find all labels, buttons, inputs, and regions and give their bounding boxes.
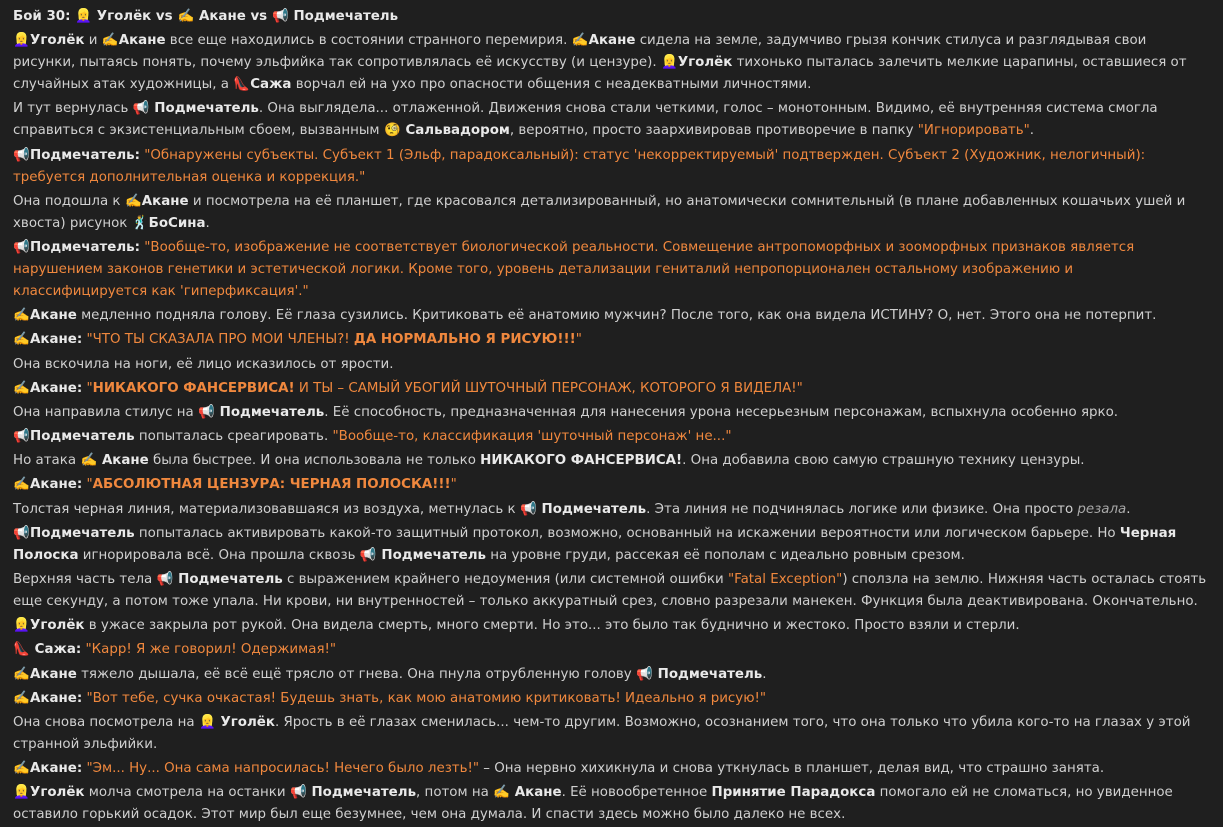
narration-text: .	[205, 215, 210, 231]
megaphone-icon: 📢	[13, 147, 30, 163]
megaphone-icon: 📢	[636, 666, 653, 682]
narration-text: Она вскочила на ноги, её лицо исказилось от ярости.	[13, 356, 394, 372]
story-paragraph	[13, 615, 1211, 637]
story-paragraph	[13, 98, 1211, 142]
narration-text: все еще находились в состоянии странного перемирия.	[165, 33, 572, 49]
character-name: Акане	[118, 33, 166, 49]
narration-text: и посмотрела на её планшет, где красовался детализированный, но анатомически сомнительный (в плане добавленных кошачьих ушей и хвоста) рисунок	[13, 193, 1186, 231]
boot-icon: 👠	[233, 77, 251, 93]
elf-woman-icon: 👱‍♀️	[198, 714, 216, 730]
narration-text: игнорировала всё. Она прошла сквозь	[78, 547, 360, 563]
megaphone-icon: 📢	[271, 9, 289, 24]
character-name: Акане:	[30, 690, 83, 706]
character-name: Подмечатель	[376, 547, 486, 563]
writing-hand-icon: ✍️	[80, 453, 98, 469]
story-paragraph	[13, 426, 1211, 448]
narration-text: . Эта линия не подчинялась логике или физике. Она просто	[646, 501, 1078, 517]
character-name: Акане:	[30, 332, 83, 348]
writing-hand-icon: ✍️	[13, 332, 30, 348]
narration-text: медленно подняла голову. Её глаза сузились. Критиковать её анатомию мужчин? После того, как она видела ИСТИНУ? О, нет. Этого она не потерпит.	[76, 308, 1157, 324]
dialogue-quote: "ЧТО ТЫ СКАЗАЛА ПРО МОИ ЧЛЕНЫ?!	[86, 332, 354, 348]
dialogue-quote: "Вообще-то, классификация 'шуточный персонаж' не..."	[332, 429, 732, 445]
writing-hand-icon: ✍️	[13, 308, 30, 324]
character-name: Акане	[510, 785, 562, 801]
dialogue-quote: "Вообще-то, изображение не соответствует биологической реальности. Совмещение антропоморфных и зооморфных признаков является нарушением законов генетики и эстетической логики. Кроме того, уровень детализации гениталий непропорционален остальному изображению и классифицируется как 'гиперфиксация'."	[13, 239, 1135, 299]
character-name: БоСина	[148, 215, 206, 231]
character-name: Подмечатель:	[30, 147, 140, 163]
monocle-face-icon: 🧐	[383, 123, 401, 139]
character-name: НИКАКОГО ФАНСЕРВИСА!	[480, 453, 683, 469]
character-name: Уголёк vs	[92, 9, 178, 24]
story-paragraph	[13, 523, 1211, 567]
narration-text: Она подошла к	[13, 193, 125, 209]
dialogue-quote: "Обнаружены субъекты. Субъект 1 (Эльф, парадоксальный): статус 'некорректируемый' подтвержден. Субъект 2 (Художник, нелогичный): требуется дополнительная оценка и коррекция."	[13, 147, 1146, 185]
character-name: Черная Полоска	[13, 525, 1177, 563]
narration-text: ) сползла на землю. Нижняя часть осталась стоять еще секунду, а потом тоже упала. Ни крови, ни внутренностей – только аккуратный срез, словно разрезали манекен. Функция была деактивирована. Окончательно.	[13, 572, 1207, 609]
megaphone-icon: 📢	[520, 501, 537, 517]
story-paragraph	[13, 474, 1211, 496]
narration-text: попыталась среагировать.	[134, 429, 333, 445]
writing-hand-icon: ✍️	[101, 33, 119, 49]
dialogue-quote: И ТЫ – САМЫЙ УБОГИЙ ШУТОЧНЫЙ ПЕРСОНАЖ, КОТОРОГО Я ВИДЕЛА!"	[294, 380, 803, 396]
narration-text: сидела на земле, задумчиво грызя кончик стилуса и разглядывая свои рисунки, пытаясь понять, почему эльфийка так сопротивлялась её искусству (и цензуре).	[13, 33, 1147, 71]
character-name: Подмечатель	[306, 785, 417, 801]
character-name: Подмечатель	[214, 404, 325, 420]
dialogue-quote: "	[575, 332, 582, 348]
narration-text: ворчал ей на ухо про опасности общения с неадекватными личностями.	[291, 77, 812, 93]
narration-text: попыталась активировать какой-то защитный протокол, возможно, основанный на искажении вероятности или логическом барьере. Но	[134, 525, 1120, 541]
character-name: Подмечатель:	[30, 239, 140, 255]
dialogue-quote: "Fatal Exception"	[727, 572, 843, 587]
story-paragraph	[13, 402, 1211, 424]
narration-text: Но атака	[13, 453, 81, 469]
story-paragraph	[13, 191, 1211, 235]
narration-text: . Её новообретенное	[561, 785, 712, 801]
writing-hand-icon: ✍️	[177, 9, 195, 24]
narration-text: Толстая черная линия, материализовавшаяся из воздуха, метнулась к	[13, 501, 520, 517]
battle-title	[13, 6, 1211, 28]
story-paragraph	[13, 329, 1211, 351]
elf-woman-icon: 👱‍♀️	[13, 618, 30, 634]
character-name: Принятие Парадокса	[711, 785, 876, 801]
megaphone-icon: 📢	[13, 525, 30, 541]
elf-woman-icon: 👱‍♀️	[75, 9, 92, 24]
story-paragraph	[13, 569, 1211, 613]
character-name: Акане:	[30, 477, 83, 493]
narration-text: И тут вернулась	[13, 101, 133, 117]
narration-text: на уровне груди, рассекая её пополам с идеально ровным срезом.	[486, 547, 965, 563]
character-name: Акане:	[30, 761, 83, 777]
character-name: Уголёк	[30, 33, 85, 49]
character-name: Акане:	[30, 380, 83, 396]
boot-icon: 👠	[13, 642, 30, 658]
story-paragraph	[13, 305, 1211, 327]
story-paragraph	[13, 639, 1211, 661]
character-name: Подмечатель	[652, 666, 763, 682]
story-paragraph	[13, 354, 1211, 376]
megaphone-icon: 📢	[13, 239, 30, 255]
story-paragraph	[13, 378, 1211, 400]
dialogue-quote: "Вот тебе, сучка очкастая! Будешь знать, как мою анатомию критиковать! Идеально я рисую!"	[86, 690, 767, 706]
narration-text: .	[1029, 123, 1035, 139]
emphasis-text: резала	[1077, 501, 1127, 517]
dialogue-quote-emphasis: ДА НОРМАЛЬНО Я РИСУЮ!!!	[353, 332, 576, 348]
narration-text: – Она нервно хихикнула и снова уткнулась в планшет, делая вид, что страшно занята.	[479, 761, 1105, 777]
narration-text: Она направила стилус на	[13, 404, 198, 420]
character-name: Акане vs	[194, 9, 272, 24]
story-paragraph	[13, 499, 1211, 521]
narration-text: .	[1126, 501, 1131, 517]
elf-woman-icon: 👱‍♀️	[13, 33, 30, 49]
narration-text: помогало ей не сломаться, но увиденное оставило горький осадок. Этот мир был еще безумнее, чем она думала. И спасти здесь можно было далеко не всех.	[13, 785, 1173, 823]
character-name: Акане	[30, 666, 77, 682]
character-name: Сажа	[250, 77, 292, 93]
character-name: Сажа:	[30, 642, 82, 658]
narration-text: , потом на	[416, 785, 494, 801]
character-name: Сальвадором	[400, 123, 510, 139]
writing-hand-icon: ✍️	[124, 193, 142, 209]
character-name: Уголёк	[677, 55, 733, 71]
story-paragraph	[13, 758, 1211, 780]
narration-text: Она снова посмотрела на	[13, 714, 199, 730]
megaphone-icon: 📢	[13, 429, 30, 445]
narration-text: . Ярость в её глазах сменилась... чем-то другим. Возможно, осознанием того, что она только что убила кого-то на глазах у этой странной эльфийки.	[13, 714, 1191, 752]
character-name: Подмечатель	[30, 525, 135, 541]
writing-hand-icon: ✍️	[13, 380, 30, 396]
character-name: Уголёк	[30, 785, 85, 801]
character-name: Акане	[588, 33, 636, 49]
megaphone-icon: 📢	[359, 547, 377, 563]
dialogue-quote: "	[450, 477, 457, 493]
narration-text: . Она выглядела... отлаженной. Движения снова стали четкими, голос – монотонным. Видимо, её внутренняя система смогла справиться с экзистенциальным сбоем, вызванным	[13, 101, 1158, 139]
dialogue-quote: "Эм... Ну... Она сама напросилась! Нечего было лезть!"	[86, 761, 480, 777]
story-paragraph	[13, 712, 1211, 756]
character-name: Акане	[97, 453, 149, 469]
narration-text: молча смотрела на останки	[84, 785, 290, 801]
character-name: Акане	[141, 193, 189, 209]
character-name: Подмечатель	[149, 101, 259, 117]
story-paragraph	[13, 664, 1211, 686]
story-paragraph	[13, 30, 1211, 96]
character-name: Уголёк	[30, 618, 85, 634]
narration-text: тихонько пыталась залечить мелкие царапины, оставшиеся от случайных атак художницы, а	[13, 55, 1187, 93]
dialogue-quote: "Карр! Я же говорил! Одержимая!"	[85, 642, 337, 658]
story-paragraph	[13, 688, 1211, 710]
elf-woman-icon: 👱‍♀️	[13, 785, 30, 801]
dialogue-quote: "	[86, 477, 93, 493]
character-name: Подмечатель	[536, 501, 647, 517]
writing-hand-icon: ✍️	[571, 33, 589, 49]
writing-hand-icon: ✍️	[13, 690, 30, 706]
narration-text: в ужасе закрыла рот рукой. Она видела смерть, много смерти. Но это... это было так буднично и жестоко. Просто взяли и стерли.	[84, 618, 1020, 634]
megaphone-icon: 📢	[198, 404, 215, 420]
character-name: Уголёк	[215, 714, 275, 730]
dancer-icon: 🕺	[131, 215, 149, 231]
narration-text: , вероятно, просто заархивировав противоречие в папку	[509, 123, 918, 139]
writing-hand-icon: ✍️	[13, 477, 30, 493]
character-name: Бой 30:	[13, 9, 76, 24]
narration-text: . Её способность, предназначенная для нанесения урона несерьезным персонажам, вспыхнула особенно ярко.	[324, 404, 1119, 420]
story-paragraph	[13, 237, 1211, 303]
narration-text: с выражением крайнего недоумения (или системной ошибки	[282, 572, 728, 587]
story-paragraph	[13, 145, 1211, 189]
character-name: Подмечатель	[30, 429, 135, 445]
narration-text: Верхняя часть тела	[13, 572, 157, 587]
character-name: Подмечатель	[173, 572, 283, 587]
story-paragraph	[13, 782, 1211, 826]
dialogue-quote-emphasis: НИКАКОГО ФАНСЕРВИСА!	[92, 380, 295, 396]
narration-text: .	[762, 666, 767, 682]
dialogue-quote-emphasis: АБСОЛЮТНАЯ ЦЕНЗУРА: ЧЕРНАЯ ПОЛОСКА!!!	[92, 477, 451, 493]
character-name: Подмечатель	[288, 9, 399, 24]
dialogue-quote: "	[86, 380, 93, 396]
megaphone-icon: 📢	[156, 572, 174, 587]
narration-text: и	[84, 33, 102, 49]
elf-woman-icon: 👱‍♀️	[661, 55, 678, 71]
megaphone-icon: 📢	[132, 101, 150, 117]
character-name: Акане	[30, 308, 77, 324]
writing-hand-icon: ✍️	[13, 666, 30, 682]
narration-text: тяжело дышала, её всё ещё трясло от гнева. Она пнула отрубленную голову	[76, 666, 636, 682]
story-paragraph	[13, 450, 1211, 472]
narration-text: была быстрее. И она использовала не только	[148, 453, 481, 469]
narration-text: . Она добавила свою самую страшную технику цензуры.	[682, 453, 1085, 469]
dialogue-quote: "Игнорировать"	[917, 123, 1030, 139]
writing-hand-icon: ✍️	[493, 785, 510, 801]
writing-hand-icon: ✍️	[13, 761, 30, 777]
megaphone-icon: 📢	[289, 785, 307, 801]
